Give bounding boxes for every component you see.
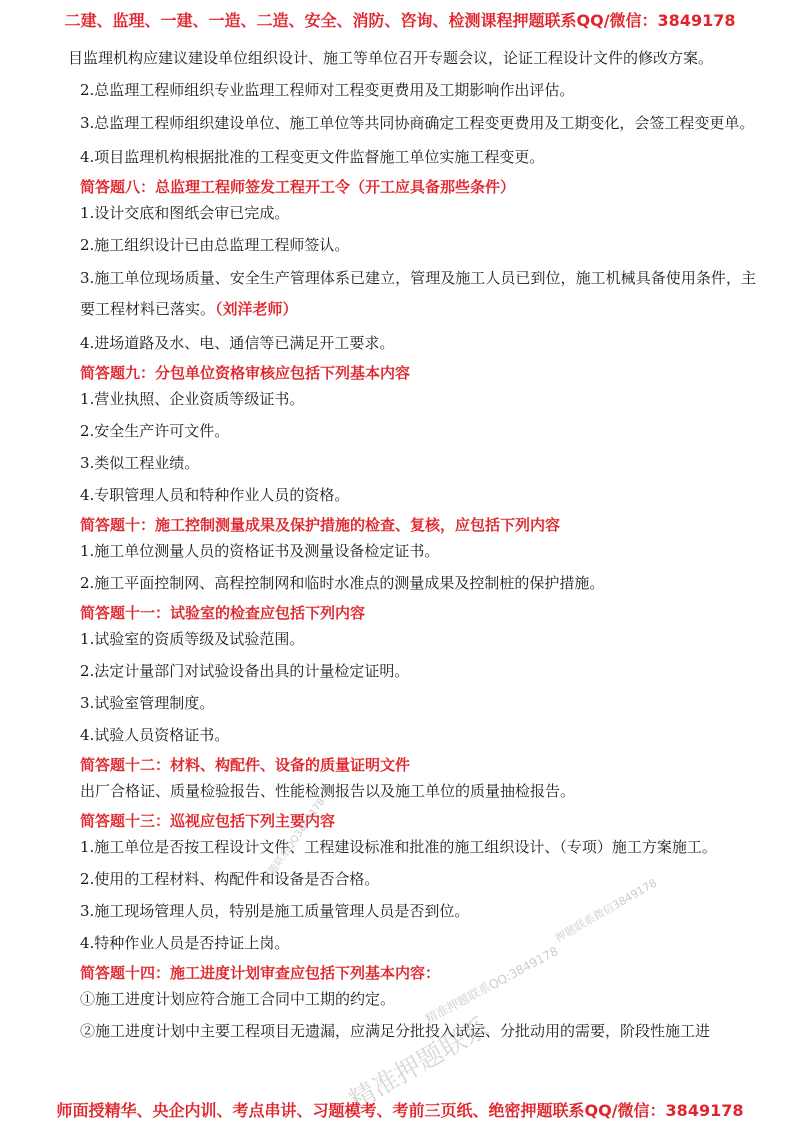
q8-item-1: 1.设计交底和图纸会审已完成。 [80,204,290,222]
q9-item-3: 3.类似工程业绩。 [80,454,200,472]
q10-heading: 简答题十：施工控制测量成果及保护措施的检查、复核，应包括下列内容 [80,516,561,534]
teacher-note: （刘洋老师） [215,300,298,318]
intro-item-4: 4.项目监理机构根据批准的工程变更文件监督施工单位实施工程变更。 [80,148,545,166]
q8-item-4: 4.进场道路及水、电、通信等已满足开工要求。 [80,334,395,352]
q11-item-4: 4.试验人员资格证书。 [80,726,230,744]
q11-item-2: 2.法定计量部门对试验设备出具的计量检定证明。 [80,662,410,680]
q14-item-2: ②施工进度计划中主要工程项目无遗漏，应满足分批投入试运、分批动用的需要，阶段性施工进 [80,1022,711,1040]
q8-item-2: 2.施工组织设计已由总监理工程师签认。 [80,236,350,254]
q8-item-3-text: 3.施工单位现场质量、安全生产管理体系已建立，管理及施工人员已到位，施工机械具备使用条件，主要工程材料已落实。 [80,269,756,318]
q13-heading: 简答题十三：巡视应包括下列主要内容 [80,812,336,830]
q8-heading: 简答题八：总监理工程师签发工程开工令（开工应具备那些条件） [80,178,516,196]
q11-heading: 简答题十一：试验室的检查应包括下列内容 [80,604,366,622]
q14-heading: 简答题十四：施工进度计划审查应包括下列基本内容： [80,964,441,982]
q11-item-3: 3.试验室管理制度。 [80,694,215,712]
watermark-text: 精准押题联系 [344,1012,495,1117]
bottom-banner: 师面授精华、央企内训、考点串讲、习题模考、考前三页纸、绝密押题联系QQ/微信：3849178 [56,1101,744,1120]
top-banner: 二建、监理、一建、一造、二造、安全、消防、咨询、检测课程押题联系QQ/微信：3849178 [64,11,736,30]
q10-item-2: 2.施工平面控制网、高程控制网和临时水准点的测量成果及控制桩的保护措施。 [80,574,605,592]
q11-item-1: 1.试验室的资质等级及试验范围。 [80,630,305,648]
q9-item-1: 1.营业执照、企业资质等级证书。 [80,390,305,408]
q13-item-4: 4.特种作业人员是否持证上岗。 [80,934,290,952]
q13-item-2: 2.使用的工程材料、构配件和设备是否合格。 [80,870,380,888]
q12-item-1: 出厂合格证、质量检验报告、性能检测报告以及施工单位的质量抽检报告。 [80,782,576,800]
intro-item-3: 3.总监理工程师组织建设单位、施工单位等共同协商确定工程变更费用及工期变化，会签工程变更单。 [80,114,755,132]
intro-item-2: 2.总监理工程师组织专业监理工程师对工程变更费用及工期影响作出评估。 [80,81,575,99]
document-body [68,44,756,1049]
q13-item-1: 1.施工单位是否按工程设计文件、工程建设标准和批准的施工组织设计、（专项）施工方案施工。 [80,838,717,856]
q8-item-3 [80,263,756,325]
q9-item-4: 4.专职管理人员和特种作业人员的资格。 [80,486,350,504]
q13-item-3: 3.施工现场管理人员，特别是施工质量管理人员是否到位。 [80,902,470,920]
watermark-text: 精准押题联系QQ:3849178 [422,944,561,1027]
q14-item-1: ①施工进度计划应符合施工合同中工期的约定。 [80,990,396,1008]
q12-heading: 简答题十二：材料、构配件、设备的质量证明文件 [80,756,411,774]
watermark-text: 押题联系QQ3849178 [260,796,328,885]
q9-item-2: 2.安全生产许可文件。 [80,422,230,440]
q10-item-1: 1.施工单位测量人员的资格证书及测量设备检定证书。 [80,542,440,560]
watermark-text: 押题联系微信3849178 [553,876,660,946]
intro-line: 目监理机构应建议建设单位组织设计、施工等单位召开专题会议，论证工程设计文件的修改方案。 [68,49,714,67]
q9-heading: 简答题九：分包单位资格审核应包括下列基本内容 [80,364,411,382]
